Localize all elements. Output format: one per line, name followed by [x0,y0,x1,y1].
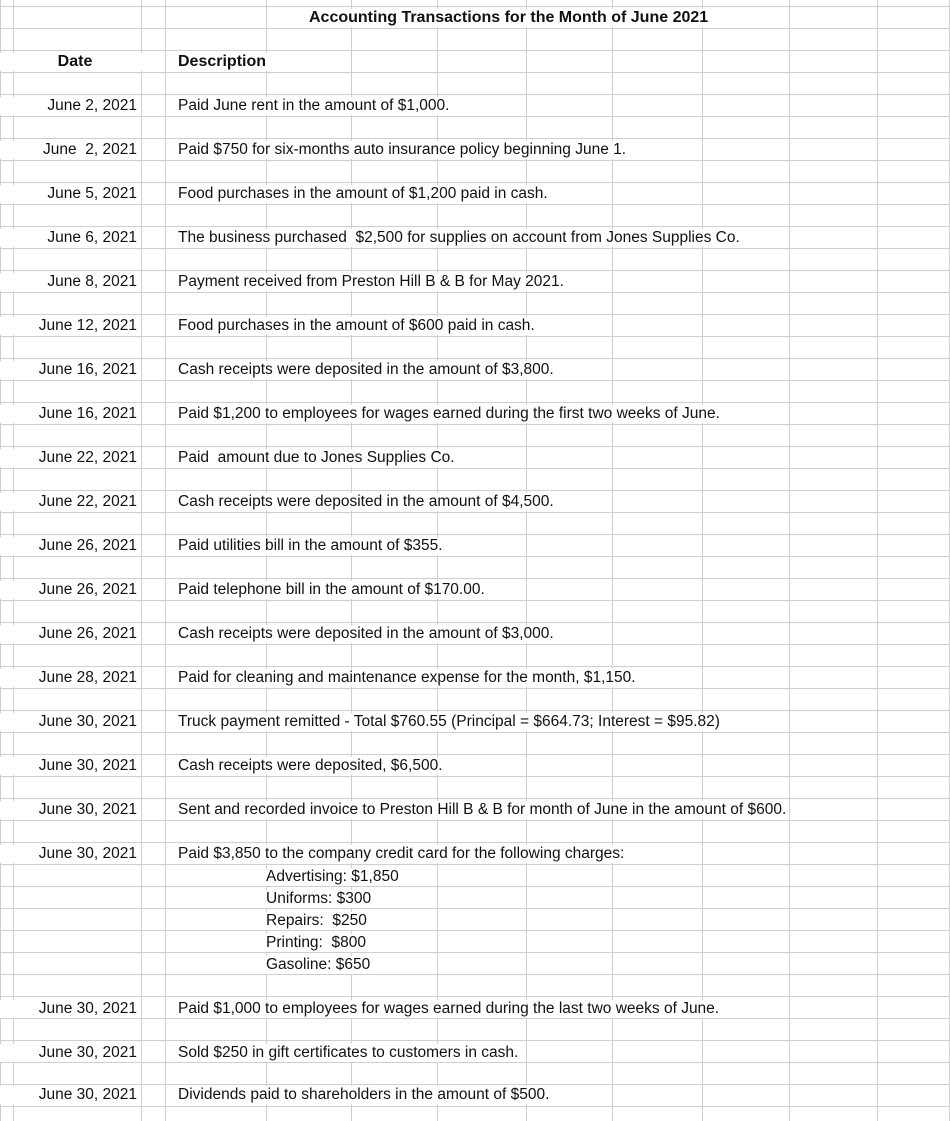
transaction-description: Payment received from Preston Hill B & B for May 2021. [178,273,564,290]
transaction-description: Food purchases in the amount of $600 paid in cash. [178,317,535,334]
credit-card-charge-item: Printing: $800 [266,934,366,951]
transaction-description: Truck payment remitted - Total $760.55 (Principal = $664.73; Interest = $95.82) [178,713,720,730]
transaction-date: June 2, 2021 [0,141,139,159]
credit-card-charge-item: Repairs: $250 [266,912,367,929]
transaction-date: June 6, 2021 [0,229,139,247]
transaction-description: Cash receipts were deposited in the amount of $4,500. [178,493,554,510]
transaction-date: June 30, 2021 [0,1000,139,1018]
transaction-description: Sold $250 in gift certificates to customers in cash. [178,1044,519,1061]
transaction-date: June 30, 2021 [0,1086,139,1104]
credit-card-charge-item: Gasoline: $650 [266,956,371,973]
transaction-description: Sent and recorded invoice to Preston Hill B & B for month of June in the amount of $600. [178,801,787,818]
credit-card-charge-item: Advertising: $1,850 [266,868,399,885]
transaction-date: June 16, 2021 [0,361,139,379]
transaction-description: Paid telephone bill in the amount of $170.00. [178,581,485,598]
transaction-description: Paid utilities bill in the amount of $355. [178,537,443,554]
transaction-date: June 2, 2021 [0,97,139,115]
transaction-date: June 26, 2021 [0,625,139,643]
transaction-description: Paid $3,850 to the company credit card for the following charges: [178,845,625,862]
transaction-description: Paid for cleaning and maintenance expense for the month, $1,150. [178,669,636,686]
transaction-description: Paid June rent in the amount of $1,000. [178,97,450,114]
transaction-description: Food purchases in the amount of $1,200 paid in cash. [178,185,548,202]
transaction-date: June 12, 2021 [0,317,139,335]
transaction-date: June 30, 2021 [0,801,139,819]
transaction-description: The business purchased $2,500 for supplies on account from Jones Supplies Co. [178,229,740,246]
date-column-header: Date [0,53,152,71]
transaction-date: June 30, 2021 [0,845,139,863]
transaction-description: Paid $750 for six-months auto insurance policy beginning June 1. [178,141,627,158]
description-column-header: Description [178,53,267,70]
transaction-description: Cash receipts were deposited, $6,500. [178,757,443,774]
credit-card-charge-item: Uniforms: $300 [266,890,372,907]
transaction-date: June 8, 2021 [0,273,139,291]
transaction-description: Dividends paid to shareholders in the amount of $500. [178,1086,550,1103]
transaction-date: June 26, 2021 [0,581,139,599]
transaction-date: June 30, 2021 [0,1044,139,1062]
transaction-description: Paid amount due to Jones Supplies Co. [178,449,455,466]
transaction-description: Paid $1,200 to employees for wages earned during the first two weeks of June. [178,405,720,422]
transaction-description: Paid $1,000 to employees for wages earned during the last two weeks of June. [178,1000,720,1017]
transaction-description: Cash receipts were deposited in the amount of $3,000. [178,625,554,642]
transaction-date: June 16, 2021 [0,405,139,423]
transaction-date: June 26, 2021 [0,537,139,555]
sheet-title: Accounting Transactions for the Month of June 2021 [309,9,709,26]
transaction-date: June 22, 2021 [0,493,139,511]
transaction-date: June 5, 2021 [0,185,139,203]
transaction-date: June 30, 2021 [0,713,139,731]
transaction-date: June 22, 2021 [0,449,139,467]
transaction-date: June 28, 2021 [0,669,139,687]
transaction-description: Cash receipts were deposited in the amount of $3,800. [178,361,554,378]
transaction-date: June 30, 2021 [0,757,139,775]
